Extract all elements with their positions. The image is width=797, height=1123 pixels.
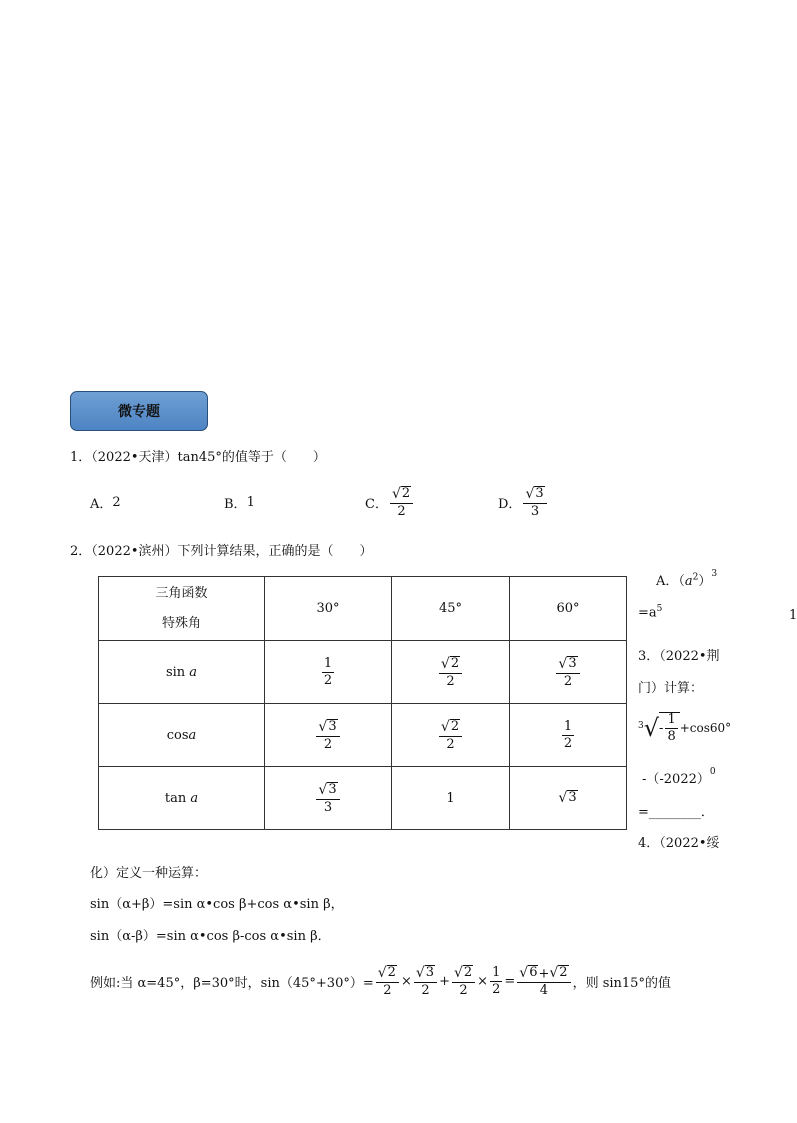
cell-tan45: 1: [392, 767, 510, 830]
table-header-corner: 三角函数 特殊角: [99, 577, 265, 641]
q1-option-b: [224, 482, 255, 522]
cell-cos60: $\frac{1}{2}$: [510, 704, 627, 767]
option-a-label: A．: [90, 496, 113, 512]
q1-option-a: [90, 482, 121, 522]
option-d-fraction: √ 3 3: [523, 486, 546, 519]
cell-tan30: √ 3 3: [265, 767, 392, 830]
q4-formula-sum: sin（α+β）=sin α•cos β+cos α•sin β，: [90, 897, 344, 912]
question-1-stem: 1．（2022•天津）tan45°的值等于（ ）: [70, 450, 326, 465]
cell-sin30: $\frac{1}{2}$: [265, 641, 392, 704]
option-b-value: 1: [246, 494, 255, 510]
row-label-sin: sin a: [99, 641, 265, 704]
q1-option-d: [498, 482, 549, 522]
option-b-label: B．: [224, 496, 247, 512]
cell-tan60: √ 3: [510, 767, 627, 830]
example-tail: ，则 sin15°的值: [572, 975, 671, 991]
q3-line1: 3．（2022•荆: [638, 649, 720, 664]
q4-line-define: 化）定义一种运算：: [90, 866, 208, 881]
option-c-label: C．: [365, 496, 388, 512]
angle-header: 60°: [510, 577, 627, 641]
cell-sin45: √ 2 2: [392, 641, 510, 704]
row-label-tan: tan a: [99, 767, 265, 830]
cell-sin60: √ 3 2: [510, 641, 627, 704]
q3-expression: 3 √ - $\frac{1}{8}$ +cos60°: [638, 712, 732, 744]
angle-header: 45°: [392, 577, 510, 641]
option-c-fraction: √ 2 2: [390, 486, 413, 519]
q4-line1: 4．（2022•绥: [638, 836, 720, 851]
cell-cos45: √ 2 2: [392, 704, 510, 767]
angle-header: 30°: [265, 577, 392, 641]
example-lead: 例如:当 α=45°，β=30°时，sin（45°+30°）=: [90, 975, 374, 991]
section-title: 微专题: [118, 404, 160, 420]
q3-line5: =________．: [638, 805, 714, 820]
row-label-cos: cosa: [99, 704, 265, 767]
q3-line4: $-(-2022)^0$: [642, 766, 716, 787]
q4-example: 例如:当 α=45°，β=30°时，sin（45°+30°）= √ 2 2 × √ 3 2 + √ 2 2 × $\frac{1}{2}$ = √ 6 + √ 2 4 ，则 sin15°的值: [90, 964, 671, 998]
q3-line2: 门）计算：: [638, 681, 704, 696]
section-badge: [70, 391, 208, 431]
question-2-stem: 2．（2022•滨州）下列计算结果，正确的是（ ）: [70, 544, 373, 559]
side-eq-line: $=a^5$: [638, 604, 663, 621]
cell-cos30: √ 3 2: [265, 704, 392, 767]
trig-table: [98, 576, 627, 830]
option-d-label: D．: [498, 496, 522, 512]
side-stray-digit: 1: [789, 608, 797, 623]
q1-option-c: [365, 482, 415, 522]
side-option-a: A．$(a^2)^3$: [656, 568, 718, 589]
option-a-value: 2: [112, 494, 121, 510]
q4-formula-diff: sin（α-β）=sin α•cos β-cos α•sin β．: [90, 929, 331, 944]
